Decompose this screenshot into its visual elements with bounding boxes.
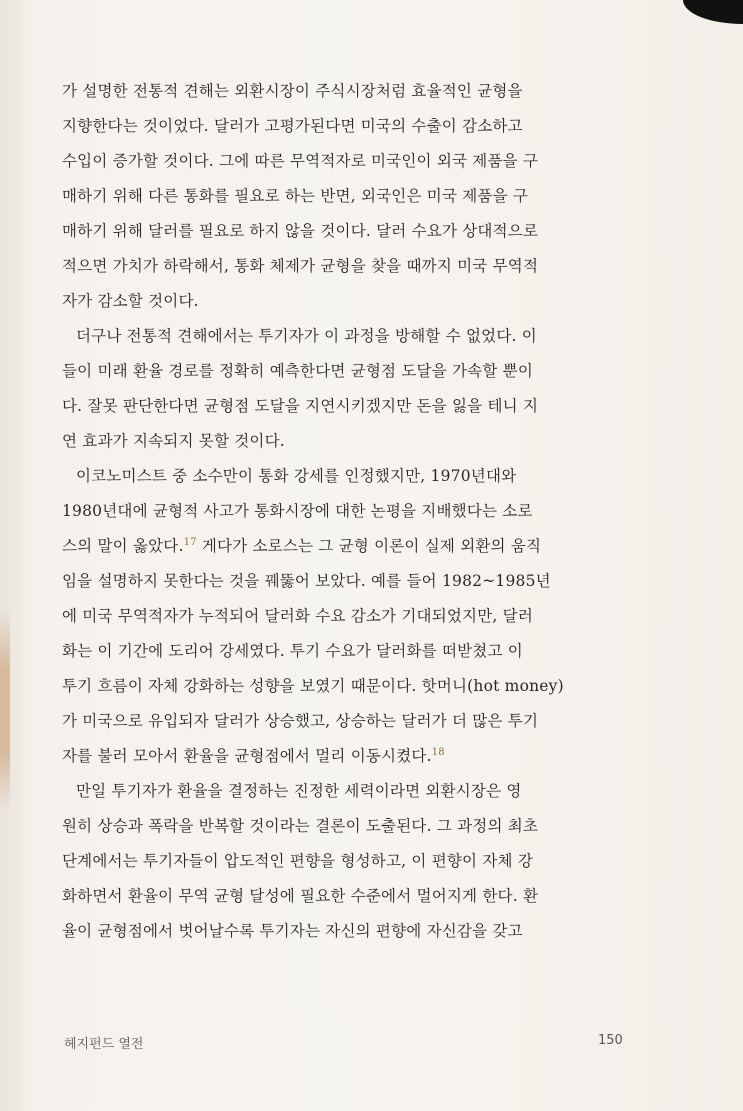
text-line: 율이 균형점에서 벗어날수록 투기자는 자신의 편향에 자신감을 갖고	[62, 922, 523, 940]
page-corner-shadow	[683, 0, 743, 24]
text-line: 단계에서는 투기자들이 압도적인 편향을 형성하고, 이 편향이 자체 강	[62, 852, 533, 870]
text-line: 이코노미스트 중 소수만이 통화 강세를 인정했지만, 1970년대와	[76, 467, 517, 485]
text-segment: 자를 불러 모아서 환율을 균형점에서 멀리 이동시켰다.	[62, 747, 432, 765]
text-line: 수입이 증가할 것이다. 그에 따른 무역적자로 미국인이 외국 제품을 구	[62, 152, 539, 170]
text-line: 적으면 가치가 하락해서, 통화 체제가 균형을 찾을 때까지 미국 무역적	[62, 257, 539, 275]
page-number: 150	[598, 1033, 623, 1048]
running-footer-title: 헤지펀드 열전	[64, 1037, 144, 1052]
text-segment: 게다가 소로스는 그 균형 이론이 실제 외환의 움직	[196, 537, 542, 555]
text-line: 매하기 위해 달러를 필요로 하지 않을 것이다. 달러 수요가 상대적으로	[62, 222, 539, 240]
page-edge-tint	[0, 610, 10, 810]
text-line: 매하기 위해 다른 통화를 필요로 하는 반면, 외국인은 미국 제품을 구	[62, 187, 529, 205]
text-line: 다. 잘못 판단한다면 균형점 도달을 지연시키겠지만 돈을 잃을 테니 지	[62, 397, 539, 415]
text-line-with-footnote	[62, 529, 618, 564]
text-line: 만일 투기자가 환율을 결정하는 진정한 세력이라면 외환시장은 영	[76, 782, 522, 800]
text-line: 원히 상승과 폭락을 반복할 것이라는 결론이 도출된다. 그 과정의 최초	[62, 817, 539, 835]
text-line: 1980년대에 균형적 사고가 통화시장에 대한 논평을 지배했다는 소로	[62, 502, 533, 520]
text-line: 가 설명한 전통적 견해는 외환시장이 주식시장처럼 효율적인 균형을	[62, 82, 523, 100]
text-line: 지향한다는 것이었다. 달러가 고평가된다면 미국의 수출이 감소하고	[62, 117, 523, 135]
text-line: 가 미국으로 유입되자 달러가 상승했고, 상승하는 달러가 더 많은 투기	[62, 712, 539, 730]
footnote-ref[interactable]: 18	[431, 746, 445, 758]
text-line: 임을 설명하지 못한다는 것을 꿰뚫어 보았다. 예를 들어 1982~1985년	[62, 572, 551, 590]
text-line: 들이 미래 환율 경로를 정확히 예측한다면 균형점 도달을 가속할 뿐이	[62, 362, 533, 380]
text-line: 화는 이 기간에 도리어 강세였다. 투기 수요가 달러화를 떠받쳤고 이	[62, 642, 523, 660]
text-line: 에 미국 무역적자가 누적되어 달러화 수요 감소가 기대되었지만, 달러	[62, 607, 533, 625]
body-text	[62, 74, 618, 949]
text-line: 자가 감소할 것이다.	[62, 292, 199, 310]
text-line: 투기 흐름이 자체 강화하는 성향을 보였기 때문이다. 핫머니(hot money)	[62, 677, 564, 695]
text-line: 연 효과가 지속되지 못할 것이다.	[62, 432, 285, 450]
text-line-with-footnote	[62, 739, 618, 774]
text-line: 더구나 전통적 견해에서는 투기자가 이 과정을 방해할 수 없었다. 이	[76, 327, 537, 345]
text-line: 화하면서 환율이 무역 균형 달성에 필요한 수준에서 멀어지게 한다. 환	[62, 887, 539, 905]
footnote-ref[interactable]: 17	[183, 536, 197, 548]
text-segment: 스의 말이 옳았다.	[62, 537, 184, 555]
